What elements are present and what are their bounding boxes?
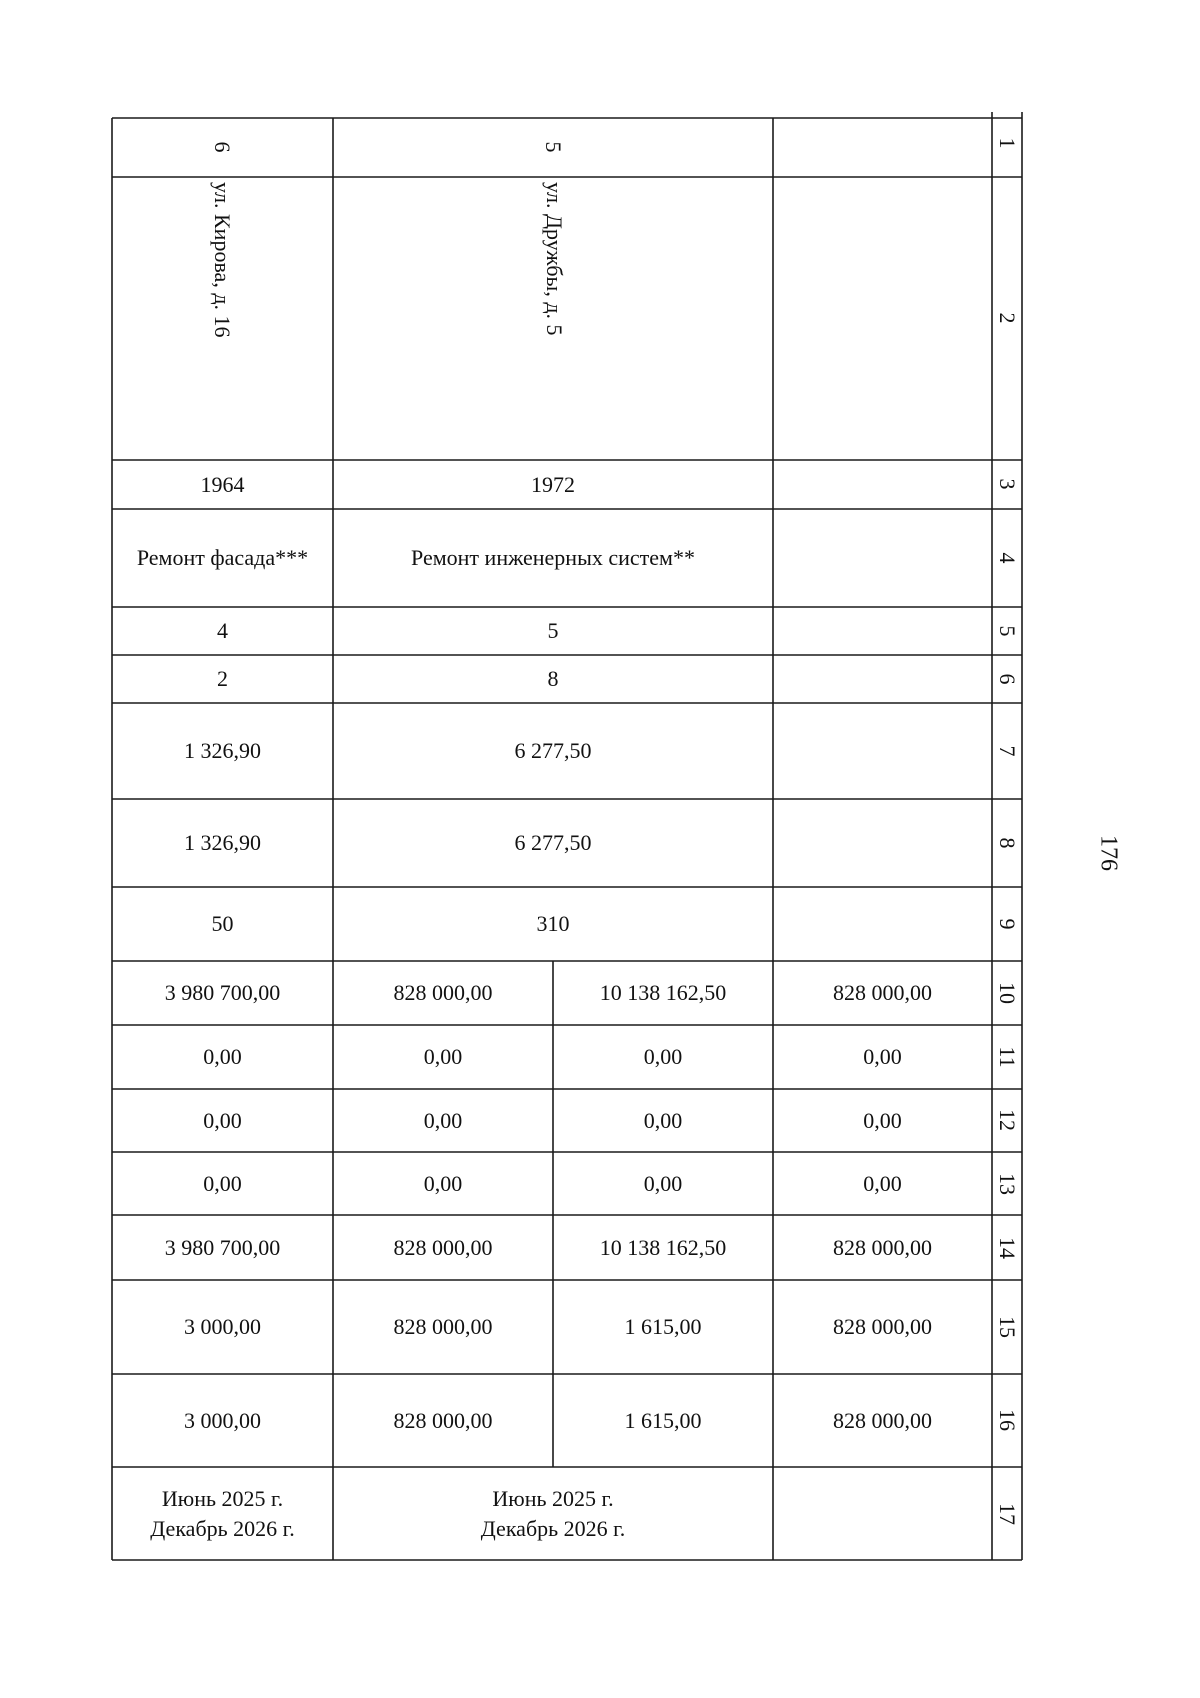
period-cell: Июнь 2025 г. Декабрь 2026 г. — [480, 1485, 626, 1541]
column-number-10: 10 — [995, 982, 1020, 1004]
cost-11-cell: 0,00 — [643, 1044, 683, 1069]
cost-12-cell: 0,00 — [863, 1107, 902, 1133]
cost-11-cell: 0,00 — [863, 1044, 902, 1069]
area-total-cell: 1 326,90 — [184, 738, 261, 763]
cost-total-cell: 828 000,00 — [393, 980, 493, 1005]
row-number-5: 5 — [541, 141, 566, 153]
column-number-14: 14 — [995, 1237, 1020, 1259]
cost-15-cell: 828 000,00 — [833, 1314, 932, 1339]
cost-13-cell: 0,00 — [643, 1170, 683, 1196]
cost-13-cell: 0,00 — [863, 1170, 902, 1196]
cost-13-cell: 0,00 — [423, 1170, 463, 1196]
entrances-cell: 8 — [547, 666, 559, 691]
column-number-17: 17 — [995, 1503, 1020, 1525]
column-number-6: 6 — [995, 673, 1020, 685]
cost-16-cell: 1 615,00 — [624, 1407, 702, 1433]
cost-12-cell: 0,00 — [423, 1107, 463, 1133]
cost-total-cell: 3 980 700,00 — [164, 980, 281, 1005]
floors-cell: 4 — [217, 618, 228, 643]
period-cell: Июнь 2025 г. Декабрь 2026 г. — [150, 1485, 295, 1541]
residents-cell: 50 — [211, 911, 234, 936]
column-number-16: 16 — [995, 1409, 1020, 1431]
floors-cell: 5 — [547, 618, 559, 643]
cost-13-cell: 0,00 — [203, 1170, 242, 1196]
cost-16-cell: 3 000,00 — [184, 1407, 261, 1433]
cost-14-cell: 828 000,00 — [393, 1234, 493, 1260]
cost-11-cell: 0,00 — [203, 1044, 242, 1069]
cost-14-cell: 828 000,00 — [833, 1234, 932, 1260]
cost-15-cell: 1 615,00 — [624, 1314, 702, 1339]
column-number-1: 1 — [995, 137, 1020, 149]
row-number-6: 6 — [210, 141, 235, 153]
column-number-8: 8 — [995, 837, 1020, 849]
page-number: 176 — [1095, 835, 1122, 871]
column-number-13: 13 — [995, 1173, 1020, 1195]
entrances-cell: 2 — [217, 666, 228, 691]
column-number-2: 2 — [995, 312, 1020, 324]
area-living-cell: 1 326,90 — [184, 830, 261, 855]
column-number-9: 9 — [995, 918, 1020, 930]
cost-11-cell: 0,00 — [423, 1044, 463, 1069]
cost-14-cell: 10 138 162,50 — [599, 1234, 727, 1260]
cost-16-cell: 828 000,00 — [833, 1407, 932, 1433]
cost-12-cell: 0,00 — [203, 1107, 242, 1133]
column-number-4: 4 — [995, 552, 1020, 564]
column-number-11: 11 — [995, 1046, 1020, 1068]
column-number-12: 12 — [995, 1109, 1020, 1131]
cost-16-cell: 828 000,00 — [393, 1407, 493, 1433]
cost-15-cell: 3 000,00 — [184, 1314, 261, 1339]
column-number-3: 3 — [995, 478, 1020, 490]
work-type-cell: Ремонт инженерных систем** — [411, 545, 695, 570]
residents-cell: 310 — [536, 911, 570, 936]
year-cell: 1964 — [200, 471, 245, 497]
area-total-cell: 6 277,50 — [514, 738, 592, 763]
area-living-cell: 6 277,50 — [514, 830, 592, 855]
address-kirova: ул. Кирова, д. 16 — [210, 182, 235, 338]
cost-12-cell: 0,00 — [643, 1107, 683, 1133]
address-druzhby: ул. Дружбы, д. 5 — [542, 182, 567, 336]
column-number-15: 15 — [995, 1316, 1020, 1338]
column-number-7: 7 — [995, 745, 1020, 757]
cost-14-cell: 3 980 700,00 — [164, 1234, 281, 1260]
cost-total-cell: 828 000,00 — [833, 980, 932, 1005]
column-number-5: 5 — [995, 625, 1020, 637]
year-cell: 1972 — [531, 471, 575, 497]
cost-15-cell: 828 000,00 — [393, 1314, 493, 1339]
cost-total-cell: 10 138 162,50 — [599, 980, 727, 1005]
work-type-cell: Ремонт фасада*** — [136, 545, 309, 570]
